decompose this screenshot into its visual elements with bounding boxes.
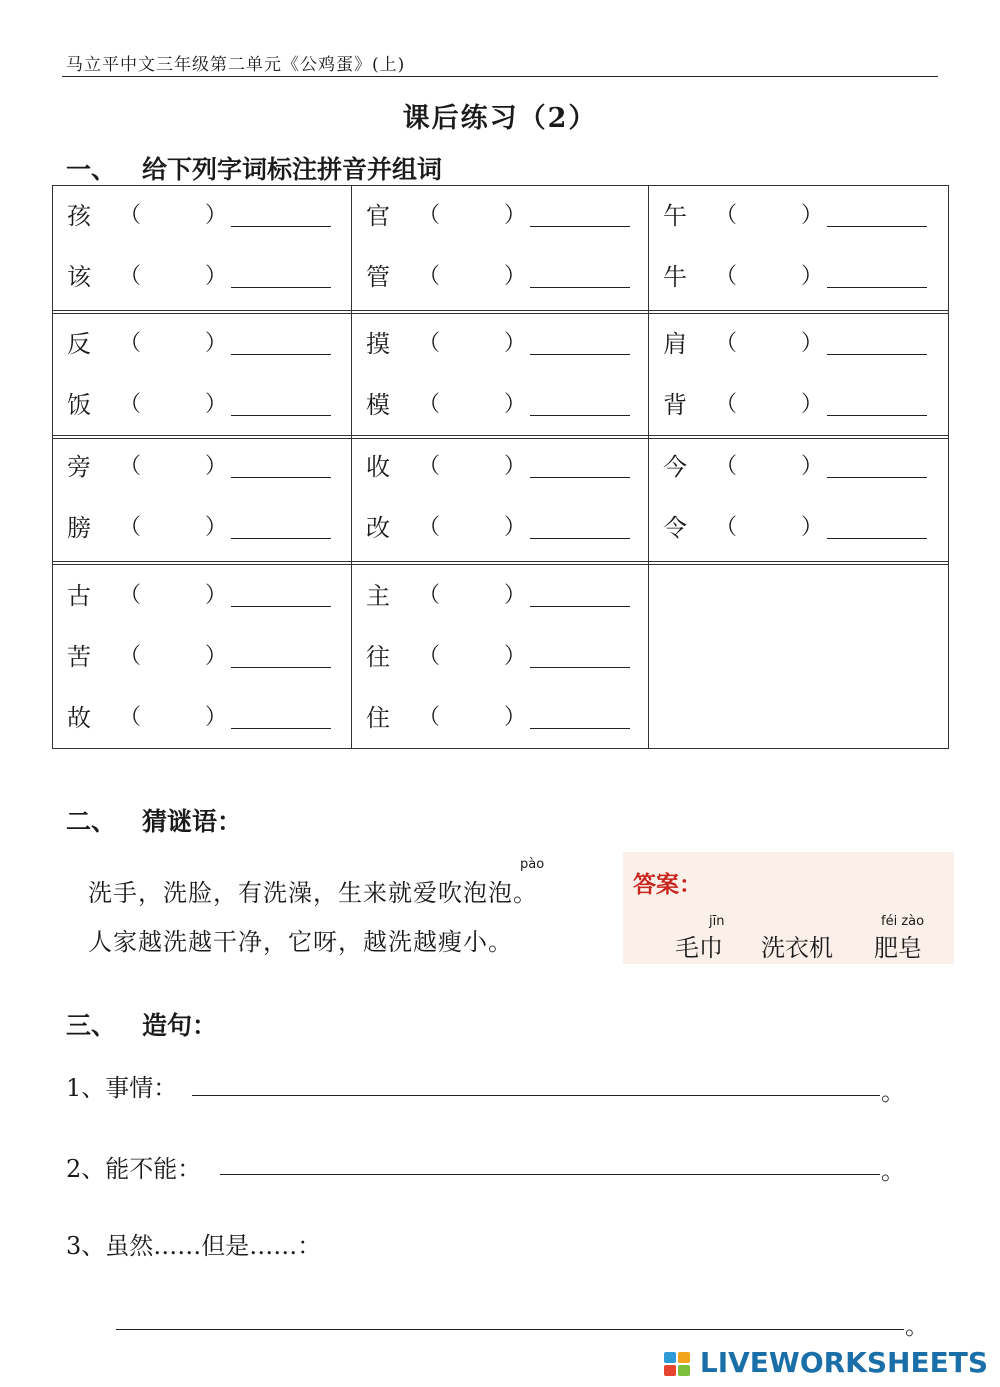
character: 摸: [366, 330, 390, 358]
pinyin-paren-close: ）: [504, 454, 527, 479]
char-entry: [366, 642, 636, 672]
character: 令: [663, 514, 687, 542]
liveworksheets-logo: [700, 1346, 988, 1379]
pinyin-paren-open: （: [119, 515, 142, 540]
pinyin-paren-open: （: [715, 392, 738, 417]
pinyin-paren-close: ）: [801, 264, 824, 289]
section-2-title: 猜谜语：: [142, 807, 243, 836]
pinyin-pao: pào: [520, 857, 545, 872]
char-entry: [366, 262, 636, 292]
character: 反: [67, 330, 91, 358]
pinyin-paren-close: ）: [801, 331, 824, 356]
table-row-divider: [53, 438, 948, 439]
character-table: [52, 185, 949, 749]
char-entry: [67, 262, 337, 292]
pinyin-paren-open: （: [119, 331, 142, 356]
character: 牛: [663, 263, 687, 291]
section-3-heading: [66, 1006, 217, 1042]
section-3-number: 三、: [66, 1011, 117, 1040]
char-entry: [366, 703, 636, 733]
section-1-title: 给下列字词标注拼音并组词: [142, 155, 443, 184]
character: 官: [366, 202, 390, 230]
char-entry: [67, 452, 337, 482]
word-answer-line[interactable]: [530, 667, 630, 668]
pinyin-paren-close: ）: [205, 515, 228, 540]
table-row-divider: [53, 564, 948, 565]
table-row-divider: [53, 313, 948, 314]
sentence-3-answer-line[interactable]: [116, 1329, 904, 1330]
pinyin-paren-close: ）: [504, 392, 527, 417]
character: 主: [366, 582, 390, 610]
pinyin-paren-open: （: [715, 203, 738, 228]
character: 模: [366, 391, 390, 419]
word-answer-line[interactable]: [530, 287, 630, 288]
char-entry: [67, 390, 337, 420]
sentence-2-period: 。: [881, 1157, 905, 1185]
section-1-number: 一、: [66, 155, 117, 184]
pinyin-paren-close: ）: [504, 515, 527, 540]
table-col-divider: [648, 186, 649, 748]
character: 午: [663, 202, 687, 230]
pinyin-paren-open: （: [119, 454, 142, 479]
sentence-1-period: 。: [881, 1078, 905, 1106]
logo-text: LIVEWORKSHEETS: [699, 1346, 988, 1379]
word-answer-line[interactable]: [231, 477, 331, 478]
char-entry: [67, 329, 337, 359]
char-entry: [67, 642, 337, 672]
pinyin-paren-open: （: [119, 203, 142, 228]
pinyin-paren-close: ）: [801, 515, 824, 540]
char-entry: [366, 390, 636, 420]
pinyin-paren-close: ）: [801, 454, 824, 479]
pinyin-paren-open: （: [418, 392, 441, 417]
character: 住: [366, 704, 390, 732]
pinyin-paren-close: ）: [504, 583, 527, 608]
character: 背: [663, 391, 687, 419]
pinyin-paren-open: （: [119, 644, 142, 669]
answer-option-1-pinyin: jīn: [709, 914, 725, 929]
pinyin-paren-open: （: [119, 583, 142, 608]
word-answer-line[interactable]: [231, 606, 331, 607]
word-answer-line[interactable]: [827, 226, 927, 227]
word-answer-line[interactable]: [827, 287, 927, 288]
character: 肩: [663, 330, 687, 358]
word-answer-line[interactable]: [530, 606, 630, 607]
pinyin-paren-open: （: [715, 331, 738, 356]
char-entry: [663, 262, 933, 292]
pinyin-paren-close: ）: [205, 583, 228, 608]
answer-option-2[interactable]: 洗衣机: [761, 934, 833, 962]
char-entry: [663, 201, 933, 231]
pinyin-paren-close: ）: [504, 331, 527, 356]
character: 收: [366, 453, 390, 481]
word-answer-line[interactable]: [530, 354, 630, 355]
character: 故: [67, 704, 91, 732]
character: 苦: [67, 643, 91, 671]
pinyin-paren-close: ）: [205, 331, 228, 356]
answer-box: [623, 852, 954, 964]
char-entry: [366, 201, 636, 231]
character: 今: [663, 453, 687, 481]
pinyin-paren-close: ）: [504, 644, 527, 669]
table-row-divider: [53, 435, 948, 436]
pinyin-paren-open: （: [418, 331, 441, 356]
page-title: 课后练习（2）: [402, 103, 598, 134]
word-answer-line[interactable]: [530, 226, 630, 227]
pinyin-paren-open: （: [418, 264, 441, 289]
char-entry: [663, 452, 933, 482]
pinyin-paren-close: ）: [504, 264, 527, 289]
pinyin-paren-close: ）: [801, 392, 824, 417]
pinyin-paren-close: ）: [205, 392, 228, 417]
pinyin-paren-close: ）: [205, 705, 228, 730]
answer-option-3[interactable]: 肥皂: [874, 934, 922, 962]
riddle-line-2: 人家越洗越干净，它呀，越洗越瘦小。: [88, 928, 513, 956]
sentence-2-label: 2、能不能：: [66, 1155, 202, 1183]
page-header: 马立平中文三年级第二单元《公鸡蛋》(上): [66, 55, 406, 75]
pinyin-paren-open: （: [418, 705, 441, 730]
sentence-1-answer-line[interactable]: [192, 1095, 880, 1096]
section-3-title: 造句：: [142, 1011, 218, 1040]
sentence-3-period: 。: [905, 1312, 929, 1340]
char-entry: [67, 201, 337, 231]
char-entry: [67, 513, 337, 543]
character: 旁: [67, 453, 91, 481]
word-answer-line[interactable]: [231, 287, 331, 288]
word-answer-line[interactable]: [231, 728, 331, 729]
char-entry: [366, 452, 636, 482]
sentence-1-label: 1、事情：: [66, 1074, 178, 1102]
character: 管: [366, 263, 390, 291]
char-entry: [67, 581, 337, 611]
riddle-line-1: 洗手，洗脸，有洗澡，生来就爱吹泡泡。: [88, 879, 538, 907]
char-entry: [663, 513, 933, 543]
word-answer-line[interactable]: [827, 538, 927, 539]
pinyin-paren-close: ）: [205, 264, 228, 289]
pinyin-paren-open: （: [119, 705, 142, 730]
char-entry: [366, 581, 636, 611]
pinyin-paren-close: ）: [205, 454, 228, 479]
pinyin-paren-open: （: [418, 515, 441, 540]
word-answer-line[interactable]: [231, 667, 331, 668]
word-answer-line[interactable]: [530, 538, 630, 539]
character: 该: [67, 263, 91, 291]
pinyin-paren-open: （: [715, 515, 738, 540]
char-entry: [663, 329, 933, 359]
sentence-3-label: 3、虽然……但是……：: [66, 1232, 322, 1260]
pinyin-paren-open: （: [418, 203, 441, 228]
word-answer-line[interactable]: [530, 477, 630, 478]
header-divider: [62, 76, 938, 77]
answer-option-1[interactable]: 毛巾: [675, 934, 723, 962]
sentence-2-answer-line[interactable]: [220, 1174, 880, 1175]
answer-label: 答案：: [633, 871, 702, 898]
character: 改: [366, 514, 390, 542]
character: 孩: [67, 202, 91, 230]
section-2-number: 二、: [66, 807, 117, 836]
logo-mark-icon: [664, 1352, 692, 1378]
word-answer-line[interactable]: [530, 728, 630, 729]
pinyin-paren-open: （: [119, 264, 142, 289]
word-answer-line[interactable]: [530, 415, 630, 416]
pinyin-paren-close: ）: [801, 203, 824, 228]
character: 饭: [67, 391, 91, 419]
answer-option-3-pinyin: féi zào: [881, 914, 925, 929]
word-answer-line[interactable]: [231, 538, 331, 539]
word-answer-line[interactable]: [827, 354, 927, 355]
pinyin-paren-close: ）: [504, 705, 527, 730]
character: 古: [67, 582, 91, 610]
pinyin-paren-open: （: [715, 454, 738, 479]
char-entry: [67, 703, 337, 733]
table-row-divider: [53, 561, 948, 562]
pinyin-paren-close: ）: [205, 203, 228, 228]
pinyin-paren-close: ）: [205, 644, 228, 669]
pinyin-paren-open: （: [119, 392, 142, 417]
word-answer-line[interactable]: [231, 226, 331, 227]
section-1-heading: [66, 150, 442, 186]
table-col-divider: [351, 186, 352, 748]
character: 膀: [67, 514, 91, 542]
pinyin-paren-close: ）: [504, 203, 527, 228]
pinyin-paren-open: （: [715, 264, 738, 289]
word-answer-line[interactable]: [827, 415, 927, 416]
pinyin-paren-open: （: [418, 644, 441, 669]
char-entry: [366, 513, 636, 543]
section-2-heading: [66, 802, 242, 838]
char-entry: [366, 329, 636, 359]
word-answer-line[interactable]: [231, 415, 331, 416]
table-row-divider: [53, 310, 948, 311]
pinyin-paren-open: （: [418, 583, 441, 608]
character: 往: [366, 643, 390, 671]
pinyin-paren-open: （: [418, 454, 441, 479]
char-entry: [663, 390, 933, 420]
word-answer-line[interactable]: [231, 354, 331, 355]
word-answer-line[interactable]: [827, 477, 927, 478]
